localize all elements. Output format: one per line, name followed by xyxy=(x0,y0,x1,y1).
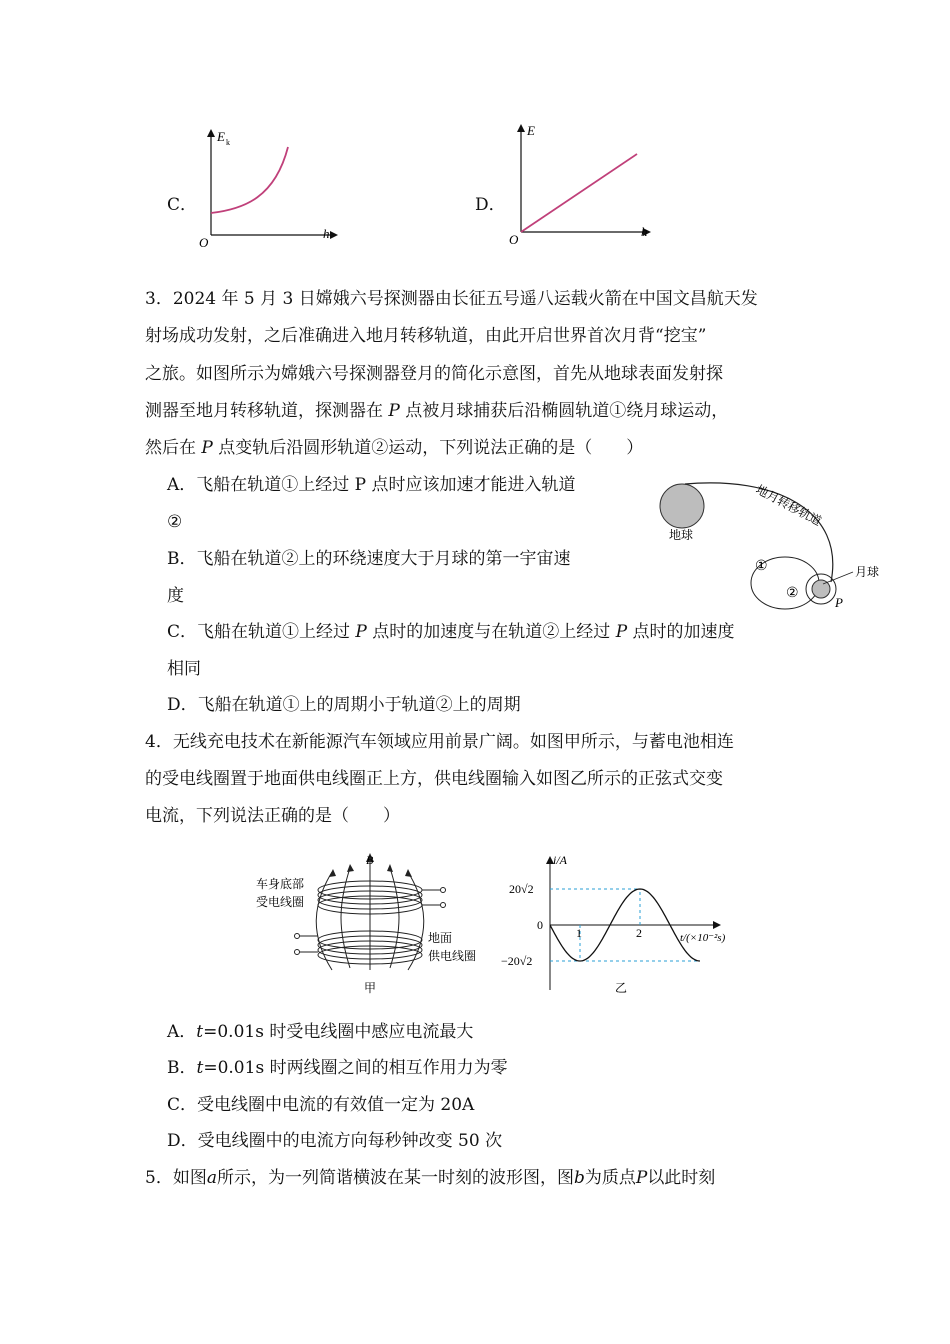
q3-option-c-a: C．飞船在轨道①上经过 xyxy=(167,622,351,642)
q3-option-c-b: 点时的加速度与在轨道②上经过 xyxy=(372,622,611,642)
option-d-label: D． xyxy=(475,195,506,215)
figure-jia-caption: 甲 xyxy=(364,981,377,995)
q3-line-1: 3．2024 年 5 月 3 日嫦娥六号探测器由长征五号遥八运载火箭在中国文昌航天发 xyxy=(145,289,758,309)
q3-line-4 xyxy=(145,401,728,421)
graph-c-x-label: h xyxy=(323,226,330,241)
coil-top-label-1: 车身底部 xyxy=(256,877,305,891)
q4-line-1: 4．无线充电技术在新能源汽车领域应用前景广阔。如图甲所示，与蓄电池相连 xyxy=(145,732,734,752)
q3-line-4a: 测器至地月转移轨道，探测器在 xyxy=(145,401,383,421)
graph-c-curve xyxy=(211,147,288,213)
ytick-label-zero: 0 xyxy=(537,918,543,932)
ytick-label-max: 20√2 xyxy=(509,882,534,896)
xtick-label-1: 1 xyxy=(576,926,582,940)
chart-ylabel: i/A xyxy=(553,853,567,867)
q4-option-a: A．t=0.01s 时受电线圈中感应电流最大 xyxy=(167,1022,474,1042)
earth-circle xyxy=(660,484,704,528)
graph-c-y-arrow xyxy=(207,129,215,137)
q3-option-d: D．飞船在轨道①上的周期小于轨道②上的周期 xyxy=(167,695,521,715)
q3-option-a-line-1: A．飞船在轨道①上经过 P 点时应该加速才能进入轨道 xyxy=(167,475,576,495)
moon-label: 月球 xyxy=(855,565,880,579)
q3-option-c-p1: P xyxy=(355,622,367,642)
ytick-label-min: −20√2 xyxy=(501,954,533,968)
graph-d-x-label: h xyxy=(641,224,648,239)
graph-d-line xyxy=(521,154,637,232)
graph-c xyxy=(195,125,345,250)
figure-yi-caption: 乙 xyxy=(615,981,628,995)
graph-c-y-label: E xyxy=(217,129,225,144)
q3-line-5a: 然后在 xyxy=(145,438,196,458)
q3-option-c-c: 点时的加速度 xyxy=(632,622,735,642)
moon-pointer xyxy=(823,572,853,584)
coil-bottom-label-1: 地面 xyxy=(428,931,453,945)
xtick-label-2: 2 xyxy=(636,926,642,940)
graph-c-origin: O xyxy=(199,235,209,250)
coil-bottom-label-2: 供电线圈 xyxy=(428,949,477,963)
earth-label: 地球 xyxy=(669,528,694,542)
coil-figure-jia xyxy=(250,850,490,1000)
option-c-label: C． xyxy=(167,195,198,215)
q4-option-c: C．受电线圈中电流的有效值一定为 20A xyxy=(167,1095,475,1115)
coil-top-label-2: 受电线圈 xyxy=(256,895,305,909)
q3-point-p-2: P xyxy=(201,438,213,458)
orbit-2-label: ② xyxy=(786,586,799,601)
q3-option-c-line-2: 相同 xyxy=(167,659,201,679)
graph-d-y-label: E xyxy=(527,123,535,138)
q3-option-a-line-2: ② xyxy=(167,512,183,532)
orbit-1-label: ① xyxy=(755,559,768,574)
field-b-label: B xyxy=(366,853,374,867)
chart-xlabel: t/(×10⁻²s) xyxy=(680,932,726,944)
q4-line-3: 电流，下列说法正确的是（ ） xyxy=(145,806,400,826)
q3-option-b-line-2: 度 xyxy=(167,586,184,606)
earth-moon-figure xyxy=(655,470,895,620)
graph-d-y-arrow xyxy=(517,124,525,132)
q3-line-2: 射场成功发射，之后准确进入地月转移轨道，由此开启世界首次月背“挖宝” xyxy=(145,326,707,346)
q3-line-5 xyxy=(145,438,643,458)
q3-option-b-line-1: B．飞船在轨道②上的环绕速度大于月球的第一宇宙速 xyxy=(167,549,571,569)
graph-c-y-sub: k xyxy=(226,138,230,147)
transfer-orbit-label: 地月转移轨道 xyxy=(753,482,824,529)
graph-d-origin: O xyxy=(509,232,519,247)
figure-point-p: P xyxy=(835,595,843,610)
q3-line-3: 之旅。如图所示为嫦娥六号探测器登月的简化示意图，首先从地球表面发射探 xyxy=(145,364,723,384)
q3-option-c-p2: P xyxy=(615,622,628,642)
graph-c-x-arrow xyxy=(330,231,338,239)
q3-point-p: P xyxy=(388,401,400,421)
q4-option-b: B．t=0.01s 时两线圈之间的相互作用力为零 xyxy=(167,1058,508,1078)
chart-x-arrow xyxy=(713,921,721,929)
graph-d xyxy=(505,120,655,250)
q4-line-2: 的受电线圈置于地面供电线圈正上方，供电线圈输入如图乙所示的正弦式交变 xyxy=(145,769,723,789)
q3-option-c-line-1 xyxy=(167,622,735,642)
q3-line-4b: 点被月球捕获后沿椭圆轨道①绕月球运动， xyxy=(405,401,729,421)
q4-option-d: D．受电线圈中的电流方向每秒钟改变 50 次 xyxy=(167,1131,503,1151)
q3-line-5b: 点变轨后沿圆形轨道②运动，下列说法正确的是（ ） xyxy=(218,438,644,458)
q5-line-1: 5．如图a所示，为一列简谐横波在某一时刻的波形图，图b为质点P以此时刻 xyxy=(145,1168,716,1188)
current-chart-yi xyxy=(495,850,745,1000)
